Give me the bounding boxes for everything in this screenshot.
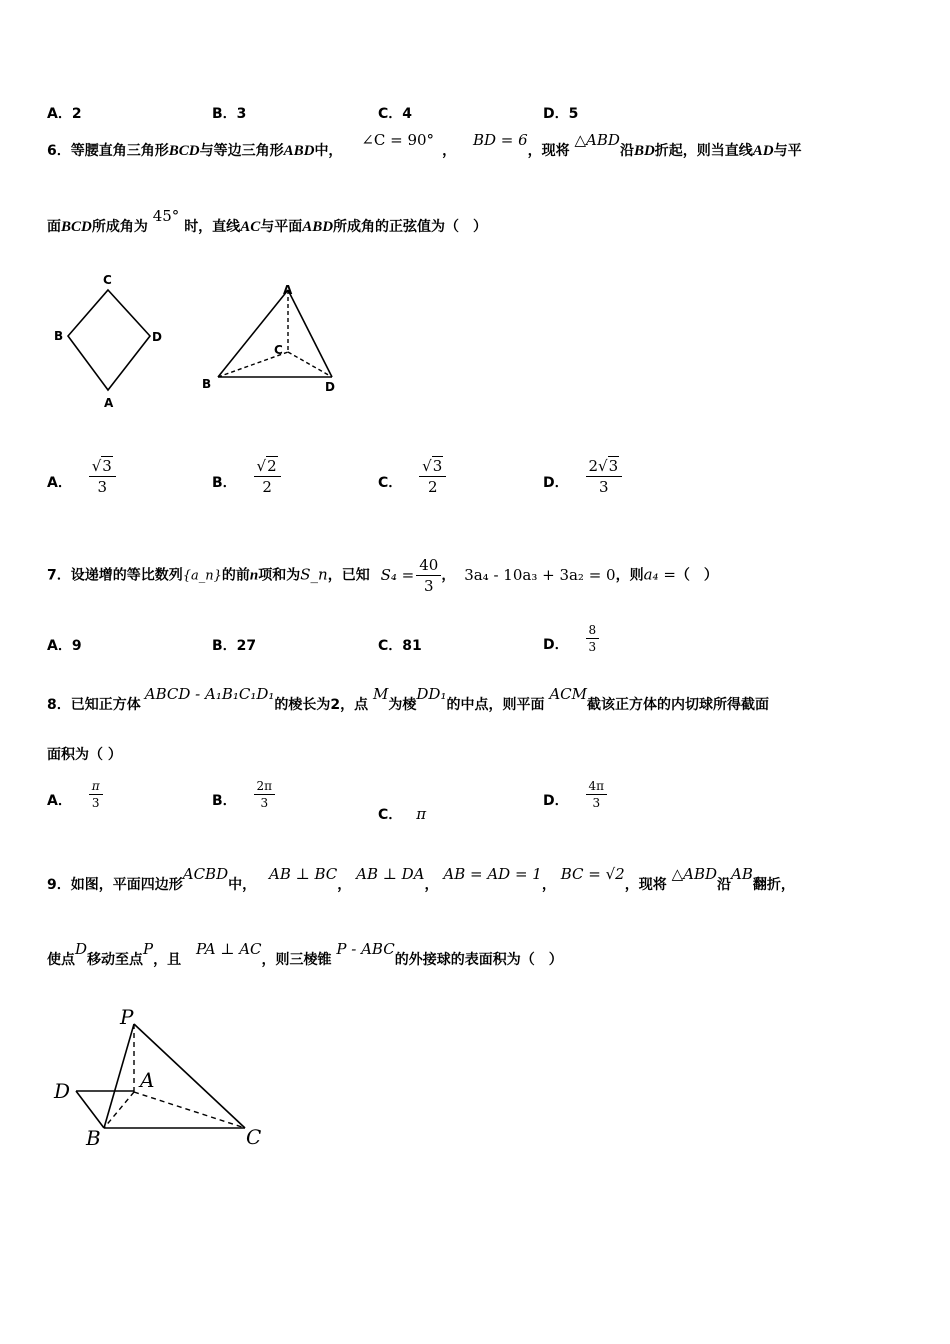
vertex-label-d: D	[152, 330, 162, 344]
q9-cond-4: BC = √2	[560, 865, 625, 883]
q9-cond-1: AB ⊥ BC	[268, 865, 338, 883]
q6-bd-formula: BD = 6	[472, 131, 528, 149]
vertex-label-c: C	[103, 273, 112, 287]
vertex-label-b: B	[202, 377, 212, 391]
q5-option-a: A．2	[47, 106, 82, 122]
q9-triangle-formula: △ABD	[671, 865, 717, 883]
q7-sn-formula: S_n	[300, 565, 328, 584]
vertex-label-b: B	[86, 1126, 101, 1150]
q6-option-a: A． $\frac{√3}{3}$	[47, 456, 116, 497]
square-outline	[68, 290, 150, 390]
q8-stem-line1: 8．已知正方体ABCD - A₁B₁C₁D₁的棱长为2，点 M为棱DD₁的中点，则平面 ACM截该正方体的内切球所得截面	[47, 685, 770, 713]
q8-edge-dd1: DD₁	[416, 685, 447, 703]
vertex-label-d: D	[325, 380, 335, 394]
vertex-label-d: D	[54, 1079, 71, 1103]
q9-edge-ab: AB	[731, 865, 753, 883]
vertex-label-c: C	[274, 343, 283, 357]
q6-figure-tetrahedron	[198, 280, 348, 400]
q7-a4-formula: a₄ =	[643, 565, 676, 584]
q7-option-a: A．9	[47, 638, 82, 654]
q8-point-m: M	[373, 685, 389, 703]
vertex-label-b: B	[54, 329, 64, 343]
q9-pyramid-formula: P - ABC	[336, 940, 395, 958]
q8-option-a: A． $\frac{\pi}{3}$	[47, 778, 103, 811]
q7-stem: 7．设递增的等比数列{a_n}的前n项和为S_n，已知 S₄ = $\frac{40}{3}$ ， 3a₄ - 10a₃ + 3a₂ = 0，则a₄ =（ ）	[47, 556, 718, 595]
q9-cond-3: AB = AD = 1	[443, 865, 542, 883]
q5-option-b: B．3	[212, 106, 247, 122]
q6-stem-line1: 6．等腰直角三角形BCD与等边三角形ABD中， ∠C = 90°， BD = 6，现将 △ABD沿BD折起，则当直线AD与平	[47, 131, 802, 159]
q8-option-c: C． π	[378, 805, 427, 823]
q8-cube-formula: ABCD - A₁B₁C₁D₁	[144, 685, 275, 703]
q7-s4-formula: S₄ =	[380, 565, 415, 584]
q7-option-d: D． $\frac{8}{3}$	[543, 622, 599, 655]
q7-option-b: B．27	[212, 638, 257, 654]
q9-cond-2: AB ⊥ DA	[356, 865, 425, 883]
q6-stem-line2: 面BCD所成角为 45° 时，直线AC与平面ABD所成角的正弦值为（ ）	[47, 207, 488, 235]
q7-equation: 3a₄ - 10a₃ + 3a₂ = 0	[464, 565, 616, 584]
q9-quad-formula: ACBD	[182, 865, 229, 883]
q8-stem-line2: 面积为（ ）	[47, 747, 122, 763]
vertex-label-a: A	[283, 283, 293, 297]
q6-option-d: D． $\frac{2√3}{3}$	[543, 456, 622, 497]
q8-option-d: D． $\frac{4\pi}{3}$	[543, 778, 607, 811]
q6-figure-square	[50, 268, 180, 413]
q8-plane-acm: ACM	[549, 685, 588, 703]
q9-cond-5: PA ⊥ AC	[196, 940, 262, 958]
vertex-label-a: A	[104, 396, 114, 410]
q6-triangle-formula: △ABD	[574, 131, 620, 149]
q9-stem-line2: 使点D移动至点P，且 PA ⊥ AC，则三棱锥 P - ABC的外接球的表面积为（ ）	[47, 940, 563, 968]
q9-stem-line1: 9．如图，平面四边形ACBD中， AB ⊥ BC， AB ⊥ DA， AB = AD = 1， BC = √2，现将 △ABD沿AB翻折，	[47, 865, 795, 893]
q8-option-b: B． $\frac{2\pi}{3}$	[212, 778, 275, 811]
q7-sequence-formula: {a_n}	[182, 568, 222, 584]
q6-degree-formula: 45°	[152, 207, 180, 225]
q5-option-d: D．5	[543, 106, 579, 122]
vertex-label-c: C	[246, 1125, 262, 1149]
q6-option-b: B． $\frac{√2}{2}$	[212, 456, 281, 497]
vertex-label-a: A	[140, 1068, 155, 1092]
q5-option-c: C．4	[378, 106, 413, 122]
q9-figure-pyramid	[48, 1002, 278, 1152]
vertex-label-p: P	[120, 1005, 134, 1029]
q6-option-c: C． $\frac{√3}{2}$	[378, 456, 446, 497]
q7-option-c: C．81	[378, 638, 422, 654]
q6-angle-formula: ∠C = 90°	[361, 131, 435, 149]
